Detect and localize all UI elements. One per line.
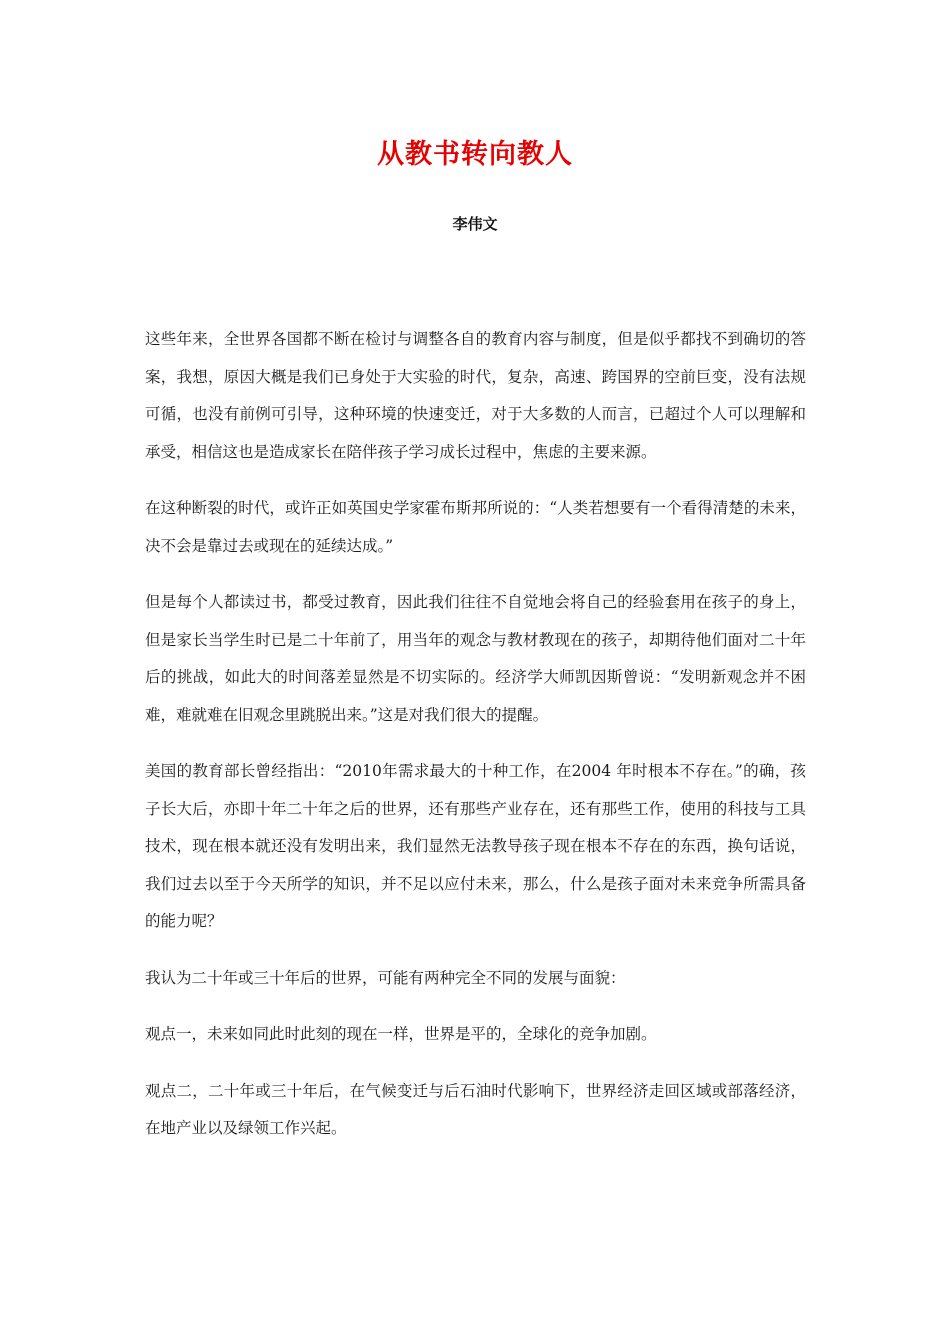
document-title: 从教书转向教人 [377,139,573,170]
paragraph-2: 在这种断裂的时代，或许正如英国史学家霍布斯邦所说的：“人类若想要有一个看得清楚的未来，决不会是靠过去或现在的延续达成。” [145,499,806,555]
paragraph-3: 但是每个人都读过书，都受过教育，因此我们往往不自觉地会将自己的经验套用在孩子的身上，但是家长当学生时已是二十年前了，用当年的观念与教材教现在的孩子，却期待他们面对二十年后的挑战，如此大的时间落差显然是不切实际的。经济学大师凯因斯曾说：“发明新观念并不困难，难就难在旧观念里跳脱出来。”这是对我们很大的提醒。 [145,593,806,724]
paragraph-5: 我认为二十年或三十年后的世界，可能有两种完全不同的发展与面貌： [145,968,626,987]
paragraph-1: 这些年来，全世界各国都不断在检讨与调整各自的教育内容与制度，但是似乎都找不到确切的答案，我想，原因大概是我们已身处于大实验的时代，复杂，高速、跨国界的空前巨变，没有法规可循，也没有前例可引导，这种环境的快速变迁，对于大多数的人而言，已超过个人可以理解和承受，相信这也是造成家长在陪伴孩子学习成长过程中，焦虑的主要来源。 [145,330,806,461]
author-name: 李伟文 [452,215,498,233]
document-body [145,321,806,1167]
paragraph-7: 观点二，二十年或三十年后，在气候变迁与后石油时代影响下，世界经济走回区域或部落经济，在地产业以及绿领工作兴起。 [145,1081,806,1137]
paragraph-6: 观点一，未来如同此时此刻的现在一样，世界是平的，全球化的竞争加剧。 [145,1025,657,1043]
paragraph-4: 美国的教育部长曾经指出：“2010年需求最大的十种工作，在2004 年时根本不存在。”的确，孩子长大后，亦即十年二十年之后的世界，还有那些产业存在，还有那些工作，使用的科技与工具技术，现在根本就还没有发明出来，我们显然无法教导孩子现在根本不存在的东西，换句话说，我们过去以至于今天所学的知识，并不足以应付未来，那么，什么是孩子面对未来竞争所需具备的能力呢？ [145,762,806,930]
